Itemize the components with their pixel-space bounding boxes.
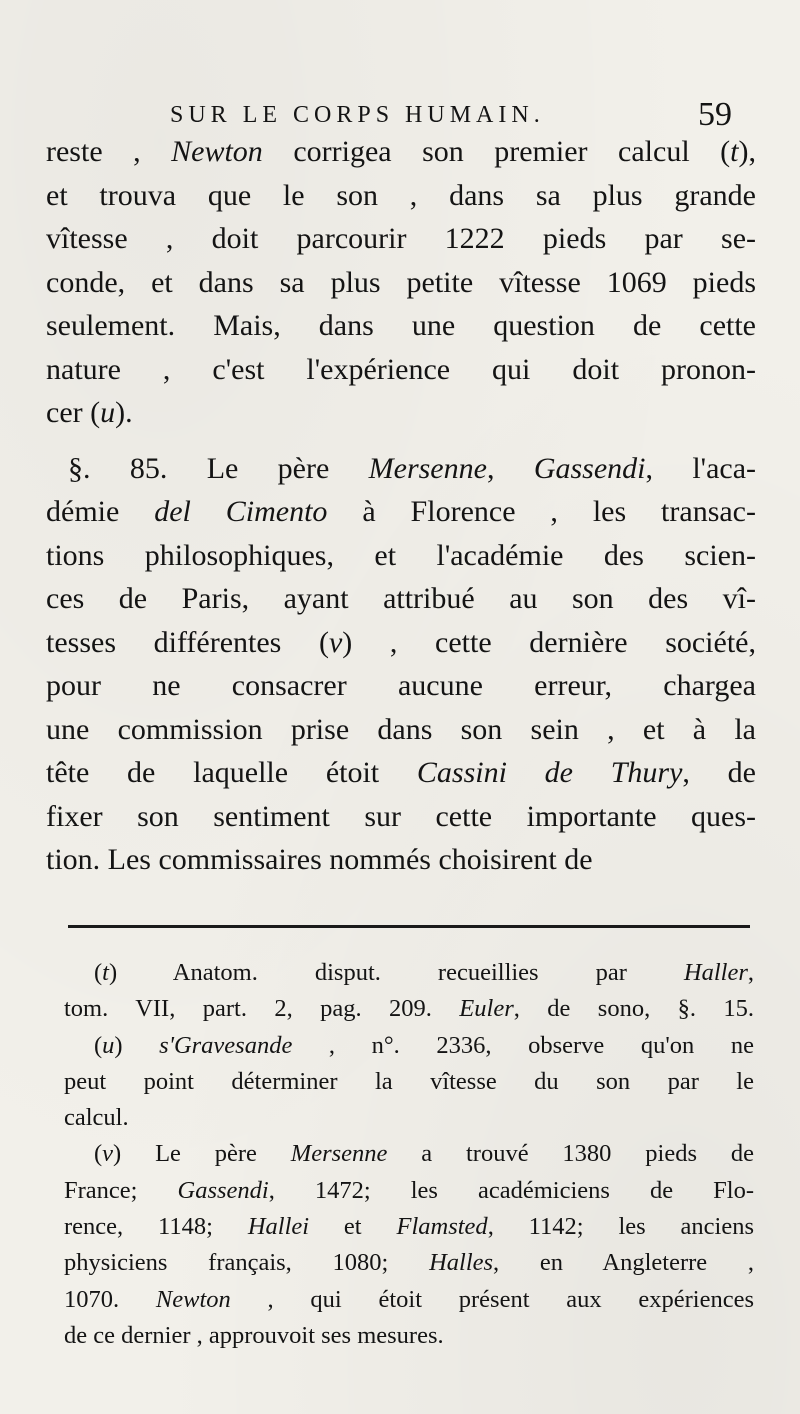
text-segment: Flamsted: [396, 1213, 488, 1241]
text-segment: de ce dernier , approuvoit ses mesures.: [64, 1321, 444, 1349]
text-segment: , de sono, §. 15.: [513, 995, 754, 1023]
text-line: [46, 490, 756, 534]
footnotes: [64, 955, 754, 1354]
text-segment: et: [309, 1213, 397, 1241]
text-segment: et trouva que le son , dans sa plus grande: [46, 178, 756, 212]
text-line: [46, 534, 756, 578]
text-segment: s'Gravesande: [159, 1031, 293, 1059]
text-line: [46, 130, 756, 174]
text-segment: peut point déterminer la vîtesse du son par le: [64, 1067, 754, 1095]
running-title: SUR LE CORPS HUMAIN.: [170, 102, 545, 128]
text-line: [46, 391, 756, 435]
text-segment: corrigea son premier calcul (: [262, 135, 731, 168]
text-segment: fixer son sentiment sur cette importante ques-: [46, 799, 756, 833]
footnote-line: [64, 1064, 754, 1100]
text-segment: rence, 1148;: [64, 1213, 248, 1241]
text-segment: calcul.: [64, 1104, 129, 1132]
footnote-rule: [68, 925, 750, 928]
text-line: [46, 217, 756, 261]
text-segment: seulement. Mais, dans une question de cette: [46, 309, 756, 342]
footnote-line: [64, 955, 754, 991]
text-segment: ,: [486, 451, 534, 485]
footnote-line: [64, 991, 754, 1027]
text-line: [46, 621, 756, 665]
text-segment: , qui étoit présent aux expériences: [230, 1285, 754, 1313]
text-segment: tête de laquelle étoit: [46, 756, 417, 789]
footnote-line: [64, 1282, 754, 1318]
main-text: [46, 130, 756, 882]
text-segment: Cassini de Thury: [416, 756, 683, 789]
text-segment: a trouvé 1380 pieds de: [387, 1140, 754, 1168]
text-segment: conde, et dans sa plus petite vîtesse 1069 pieds: [46, 265, 756, 299]
text-segment: ).: [115, 396, 133, 429]
text-segment: tesses différentes (: [46, 625, 329, 659]
text-line: [46, 304, 756, 348]
text-segment: cer (: [46, 396, 101, 429]
text-segment: nature , c'est l'expérience qui doit pronon-: [46, 352, 756, 386]
text-segment: u: [100, 396, 116, 429]
text-segment: , n°. 2336, observe qu'on ne: [292, 1031, 754, 1059]
text-segment: v: [328, 625, 343, 659]
text-segment: del Cimento: [154, 495, 328, 528]
footnote-line: [64, 1173, 754, 1209]
text-line: [46, 708, 756, 752]
text-line: [46, 577, 756, 621]
footnote-line: [64, 1100, 754, 1136]
text-segment: Euler: [459, 995, 514, 1023]
text-segment: , de: [682, 756, 756, 789]
text-segment: Hallei: [247, 1213, 310, 1241]
footnote-line: [64, 1028, 754, 1064]
text-line: [46, 795, 756, 839]
text-segment: ces de Paris, ayant attribué au son des vî-: [46, 582, 756, 615]
text-segment: , l'aca-: [645, 451, 757, 485]
text-segment: Mersenne: [368, 451, 487, 485]
text-segment: tion. Les commissaires nommés choisirent de: [46, 843, 593, 876]
text-segment: physiciens français, 1080;: [64, 1249, 430, 1277]
text-segment: Halles: [429, 1249, 494, 1277]
text-segment: à Florence , les transac-: [327, 495, 756, 528]
page-number: 59: [698, 96, 732, 133]
text-segment: Haller: [683, 959, 748, 986]
text-segment: Newton: [171, 135, 263, 168]
text-line: [46, 838, 756, 882]
text-segment: u: [102, 1031, 115, 1059]
text-line: [46, 751, 756, 795]
text-line: [46, 174, 756, 218]
paragraph-gap: [46, 435, 756, 447]
text-segment: t: [102, 959, 109, 986]
text-segment: , 1472; les académiciens de Flo-: [268, 1176, 754, 1204]
text-line: [46, 664, 756, 708]
footnote-line: [64, 1245, 754, 1281]
footnote-line: [64, 1318, 754, 1354]
text-segment: Newton: [155, 1285, 231, 1313]
text-segment: 1070.: [64, 1285, 156, 1313]
text-line: [46, 348, 756, 392]
text-segment: (: [94, 1140, 103, 1168]
text-segment: Gassendi: [533, 451, 646, 485]
text-segment: , 1142; les anciens: [487, 1213, 755, 1241]
text-segment: §. 85. Le père: [68, 451, 369, 485]
text-segment: France;: [64, 1176, 178, 1204]
text-segment: ) , cette dernière société,: [342, 625, 756, 659]
text-segment: ,: [747, 959, 754, 986]
text-segment: une commission prise dans son sein , et à la: [46, 712, 756, 746]
text-segment: ),: [738, 135, 756, 168]
text-segment: vîtesse , doit parcourir 1222 pieds par se-: [46, 222, 756, 255]
text-segment: démie: [46, 495, 155, 528]
text-segment: ): [114, 1031, 160, 1059]
text-segment: v: [102, 1140, 114, 1168]
text-segment: t: [730, 135, 739, 168]
text-segment: ) Le père: [113, 1140, 291, 1168]
text-segment: pour ne consacrer aucune erreur, chargea: [46, 669, 756, 702]
text-segment: Gassendi: [177, 1176, 269, 1204]
text-segment: ) Anatom. disput. recueillies par: [108, 959, 684, 986]
text-line: [46, 261, 756, 305]
text-segment: (: [94, 1031, 103, 1059]
footnote-line: [64, 1136, 754, 1172]
text-segment: tions philosophiques, et l'académie des scien-: [46, 538, 756, 572]
text-line: [46, 447, 756, 491]
text-segment: reste ,: [46, 135, 172, 168]
text-segment: Mersenne: [290, 1140, 388, 1168]
text-segment: (: [94, 959, 103, 986]
text-segment: , en Angleterre ,: [493, 1249, 754, 1277]
text-segment: tom. VII, part. 2, pag. 209.: [64, 995, 460, 1023]
footnote-line: [64, 1209, 754, 1245]
